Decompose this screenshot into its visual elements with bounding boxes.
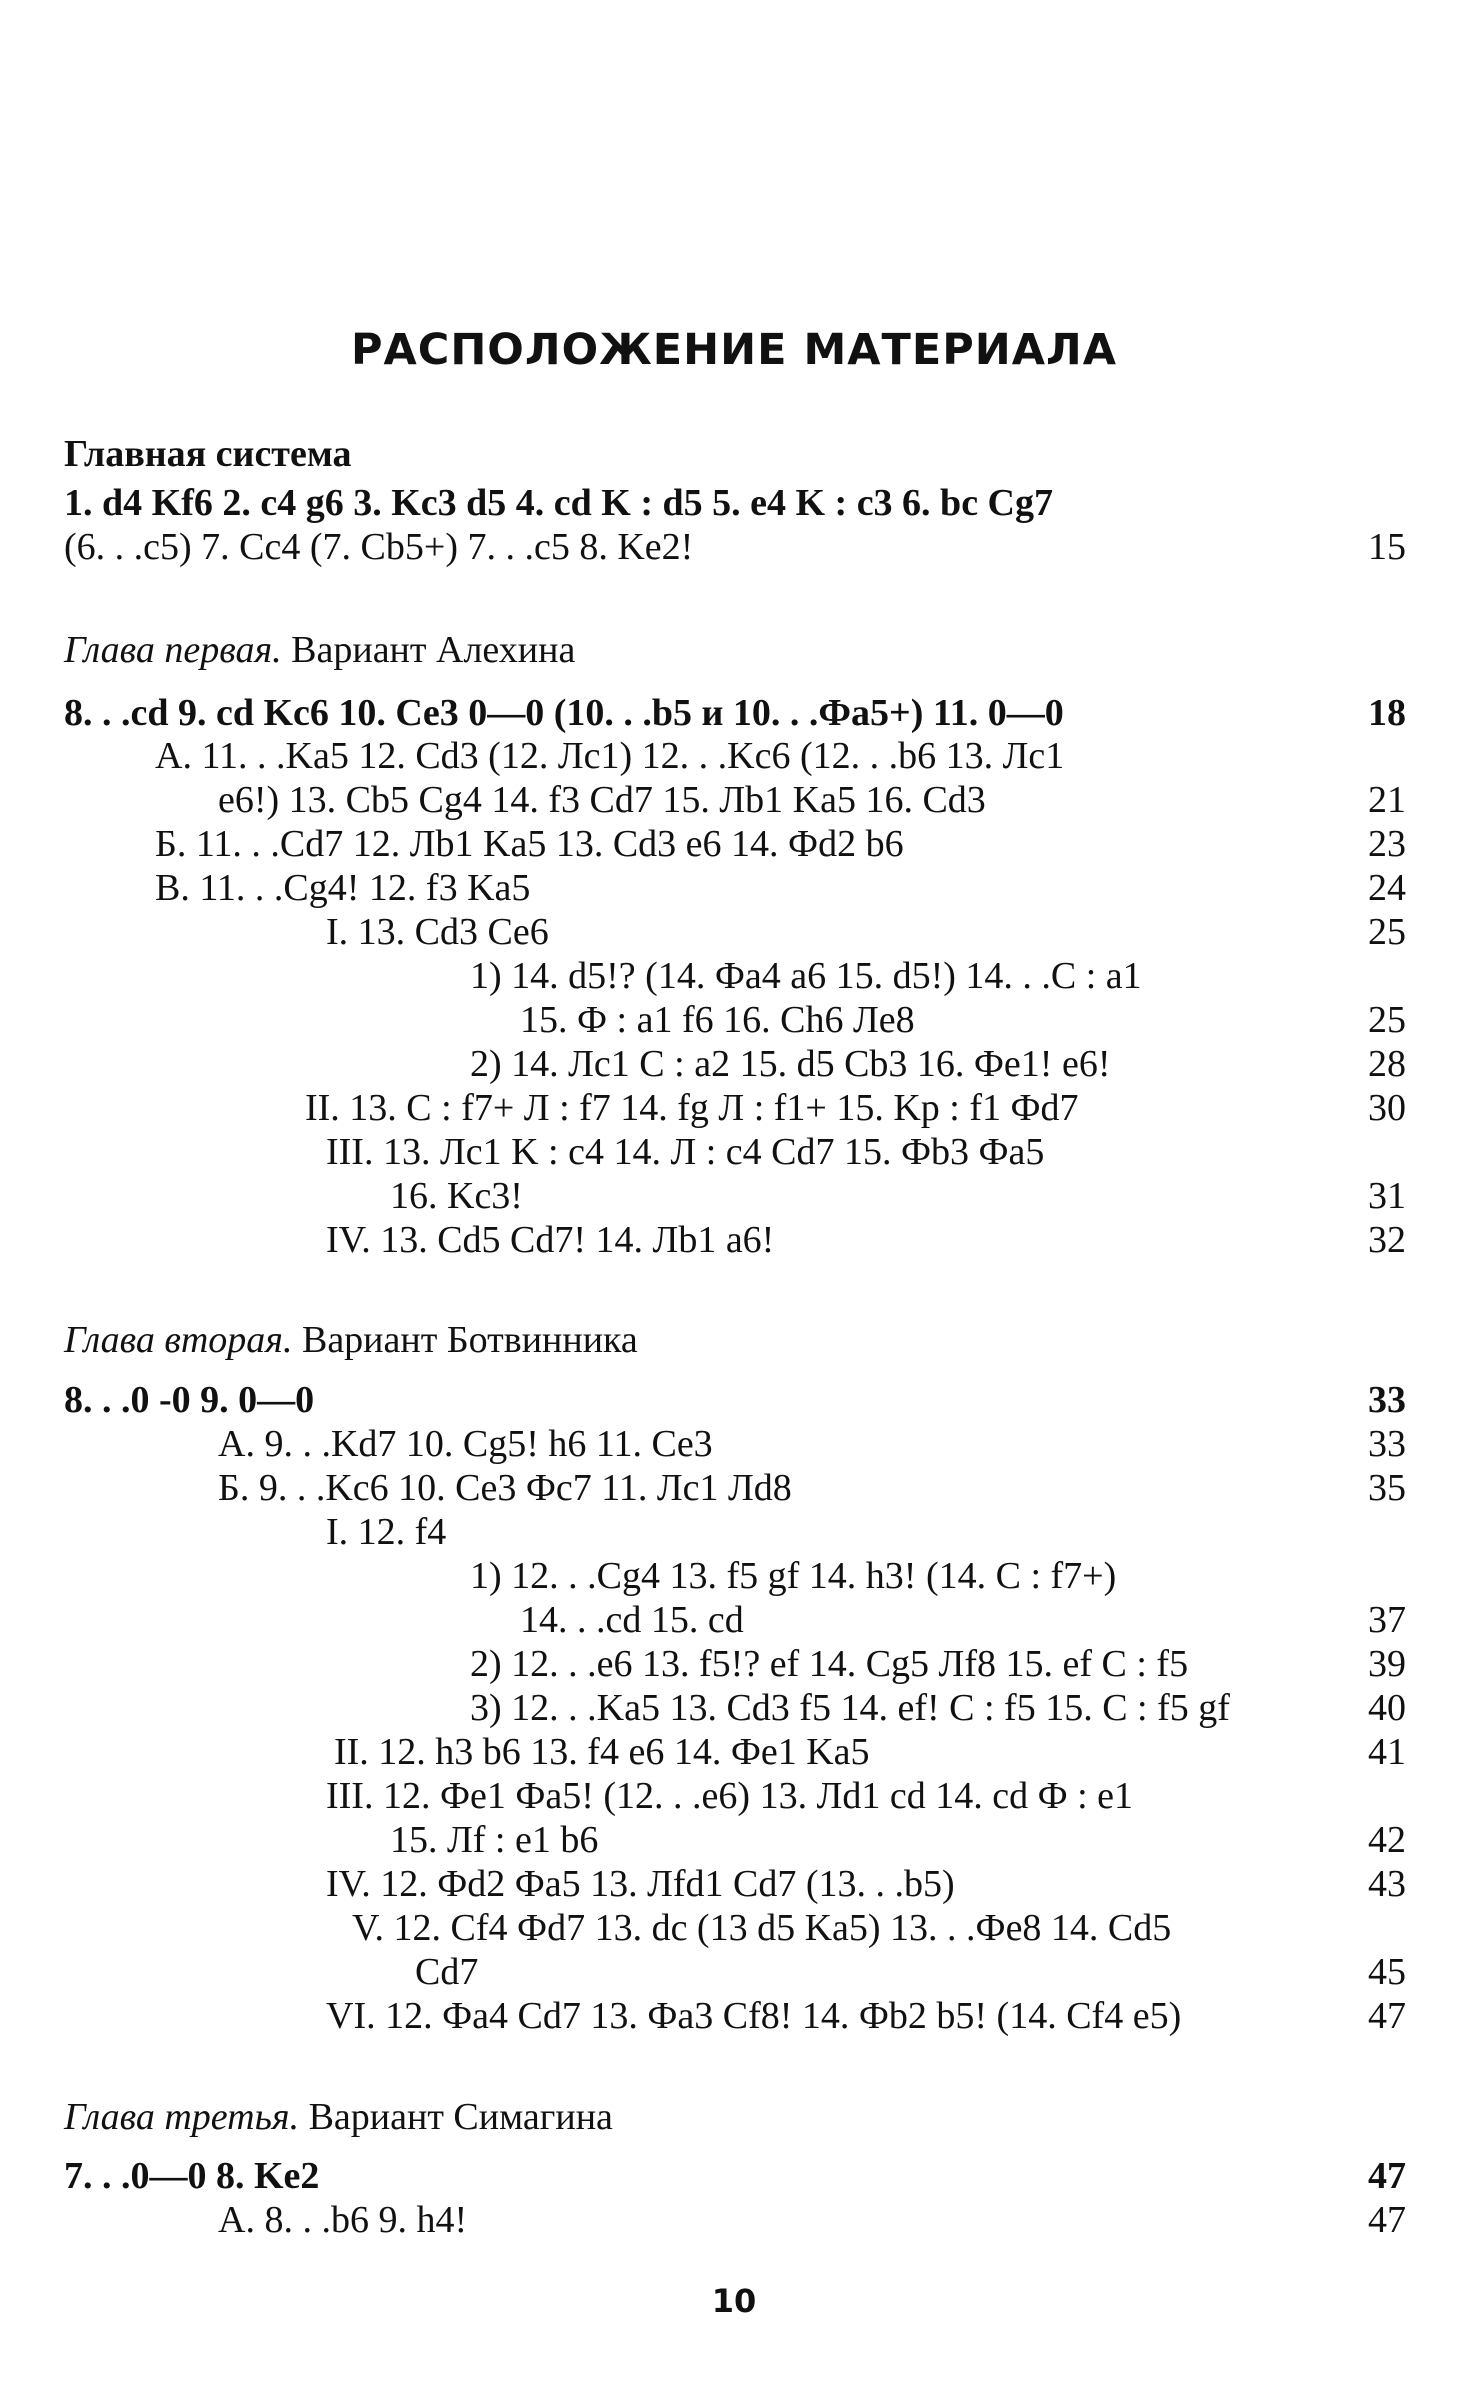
toc-line-page: 40 [1368,1687,1406,1729]
toc-line-text: IV. 13. Cd5 Cd7! 14. Лb1 a6! [326,1219,775,1261]
page-number: 10 [711,2282,757,2320]
toc-line-text: IV. 12. Фd2 Фa5 13. Лfd1 Cd7 (13. . .b5) [326,1863,955,1905]
toc-line [0,1993,1468,2039]
toc-line-page: 24 [1368,867,1406,909]
toc-line-page: 45 [1368,1951,1406,1993]
toc-line-text: 2) 14. Лc1 C : a2 15. d5 Cb3 16. Фe1! e6! [470,1043,1111,1085]
chapter-name: Вариант Симагина [308,2096,613,2138]
toc-line-page: 25 [1368,999,1406,1041]
toc-line-page: 33 [1368,1423,1406,1465]
toc-line-page: 47 [1368,1995,1406,2037]
toc-line-text: 1) 12. . .Cg4 13. f5 gf 14. h3! (14. C : f7+) [470,1555,1117,1597]
toc-line [0,1553,1468,1599]
main-system-heading: Главная система [64,433,352,475]
toc-line-text: e6!) 13. Cb5 Cg4 14. f3 Cd7 15. Лb1 Ka5 16. Cd3 [218,779,986,821]
toc-line [0,1041,1468,1087]
toc-line-text: 8. . .cd 9. cd Kc6 10. Ce3 0—0 (10. . .b5 и 10. . .Фa5+) 11. 0—0 [64,692,1064,734]
chapter-label: Глава первая. [64,629,282,671]
toc-line [0,524,1468,570]
toc-line [0,953,1468,999]
toc-line-page: 35 [1368,1467,1406,1509]
toc-line-text: 15. Лf : e1 b6 [390,1819,599,1861]
toc-line-page: 30 [1368,1087,1406,1129]
toc-line-text: (6. . .c5) 7. Cc4 (7. Cb5+) 7. . .c5 8. Ke2! [64,526,694,568]
toc-line-text: II. 12. h3 b6 13. f4 e6 14. Фe1 Ka5 [334,1731,870,1773]
toc-line-page: 25 [1368,911,1406,953]
toc-line-text: 16. Kc3! [390,1175,523,1217]
toc-line-page: 32 [1368,1219,1406,1261]
toc-line-text: 15. Ф : a1 f6 16. Ch6 Лe8 [520,999,915,1041]
toc-line [0,1685,1468,1731]
toc-line [0,1949,1468,1995]
chapter-heading [64,628,575,672]
toc-line-text: I. 12. f4 [326,1511,447,1553]
toc-line-page: 39 [1368,1643,1406,1685]
toc-line [0,1597,1468,1643]
toc-line [0,2153,1468,2199]
toc-line-text: A. 9. . .Kd7 10. Cg5! h6 11. Ce3 [218,1423,713,1465]
chapter-heading [64,1318,638,1362]
toc-line-text: A. 11. . .Ka5 12. Cd3 (12. Лc1) 12. . .Kc6 (12. . .b6 13. Лc1 [155,735,1065,777]
toc-line-text: A. 8. . .b6 9. h4! [218,2199,468,2241]
toc-line-page: 31 [1368,1175,1406,1217]
toc-line-page: 41 [1368,1731,1406,1773]
toc-line [0,690,1468,736]
toc-line-text: III. 13. Лc1 K : c4 14. Л : c4 Cd7 15. Фb3 Фa5 [326,1131,1045,1173]
chapter-label: Глава третья. [64,2096,300,2138]
toc-line [0,1905,1468,1951]
toc-line [0,480,1468,526]
toc-line-text: 1. d4 Kf6 2. c4 g6 3. Kc3 d5 4. cd K : d5 5. e4 K : c3 6. bc Cg7 [64,482,1054,524]
toc-line [0,1217,1468,1263]
toc-line-page: 37 [1368,1599,1406,1641]
toc-line [0,1129,1468,1175]
toc-line-text: Б. 9. . .Kc6 10. Ce3 Фc7 11. Лc1 Лd8 [218,1467,792,1509]
toc-line [0,1861,1468,1907]
toc-line-text: 8. . .0 -0 9. 0—0 [64,1379,315,1421]
toc-line-text: 14. . .cd 15. cd [520,1599,744,1641]
toc-line [0,1173,1468,1219]
toc-line [0,1421,1468,1467]
toc-line-text: VI. 12. Фa4 Cd7 13. Фa3 Cf8! 14. Фb2 b5! (14. Cf4 e5) [326,1995,1182,2037]
toc-line-page: 33 [1368,1379,1406,1421]
toc-line [0,909,1468,955]
chapter-label: Глава вторая. [64,1319,293,1361]
toc-line-page: 18 [1368,692,1406,734]
toc-line-page: 43 [1368,1863,1406,1905]
toc-line-page: 42 [1368,1819,1406,1861]
toc-line-page: 23 [1368,823,1406,865]
toc-line-page: 47 [1368,2155,1406,2197]
toc-line [0,1377,1468,1423]
toc-line [0,1817,1468,1863]
toc-line-text: B. 11. . .Cg4! 12. f3 Ka5 [155,867,531,909]
toc-line [0,1509,1468,1555]
toc-line-page: 21 [1368,779,1406,821]
toc-line [0,2197,1468,2243]
toc-line [0,997,1468,1043]
toc-line-text: Б. 11. . .Cd7 12. Лb1 Ka5 13. Cd3 e6 14. Фd2 b6 [155,823,904,865]
toc-line-text: 1) 14. d5!? (14. Фa4 a6 15. d5!) 14. . .C : a1 [470,955,1142,997]
toc-line-text: 2) 12. . .e6 13. f5!? ef 14. Cg5 Лf8 15. ef C : f5 [470,1643,1189,1685]
toc-line [0,1085,1468,1131]
toc-line [0,1773,1468,1819]
page-title: РАСПОЛОЖЕНИЕ МАТЕРИАЛА [350,325,1118,375]
toc-line [0,733,1468,779]
toc-line-text: Cd7 [415,1951,479,1993]
toc-line-page: 15 [1368,526,1406,568]
toc-line [0,1641,1468,1687]
toc-line-text: III. 12. Фe1 Фa5! (12. . .e6) 13. Лd1 cd 14. cd Ф : e1 [326,1775,1134,1817]
toc-line-text: 3) 12. . .Ka5 13. Cd3 f5 14. ef! C : f5 15. C : f5 gf [470,1687,1230,1729]
chapter-heading [64,2095,613,2139]
toc-line [0,1729,1468,1775]
chapter-name: Вариант Алехина [291,629,576,671]
toc-line-page: 47 [1368,2199,1406,2241]
toc-line-text: I. 13. Cd3 Ce6 [326,911,549,953]
toc-line [0,865,1468,911]
toc-line [0,821,1468,867]
toc-line-page: 28 [1368,1043,1406,1085]
toc-line-text: V. 12. Cf4 Фd7 13. dc (13 d5 Ka5) 13. . .Фe8 14. Cd5 [352,1907,1172,1949]
toc-line-text: 7. . .0—0 8. Ke2 [64,2155,320,2197]
toc-line [0,777,1468,823]
toc-line [0,1465,1468,1511]
toc-line-text: II. 13. C : f7+ Л : f7 14. fg Л : f1+ 15. Kp : f1 Фd7 [305,1087,1079,1129]
chapter-name: Вариант Ботвинника [301,1319,638,1361]
